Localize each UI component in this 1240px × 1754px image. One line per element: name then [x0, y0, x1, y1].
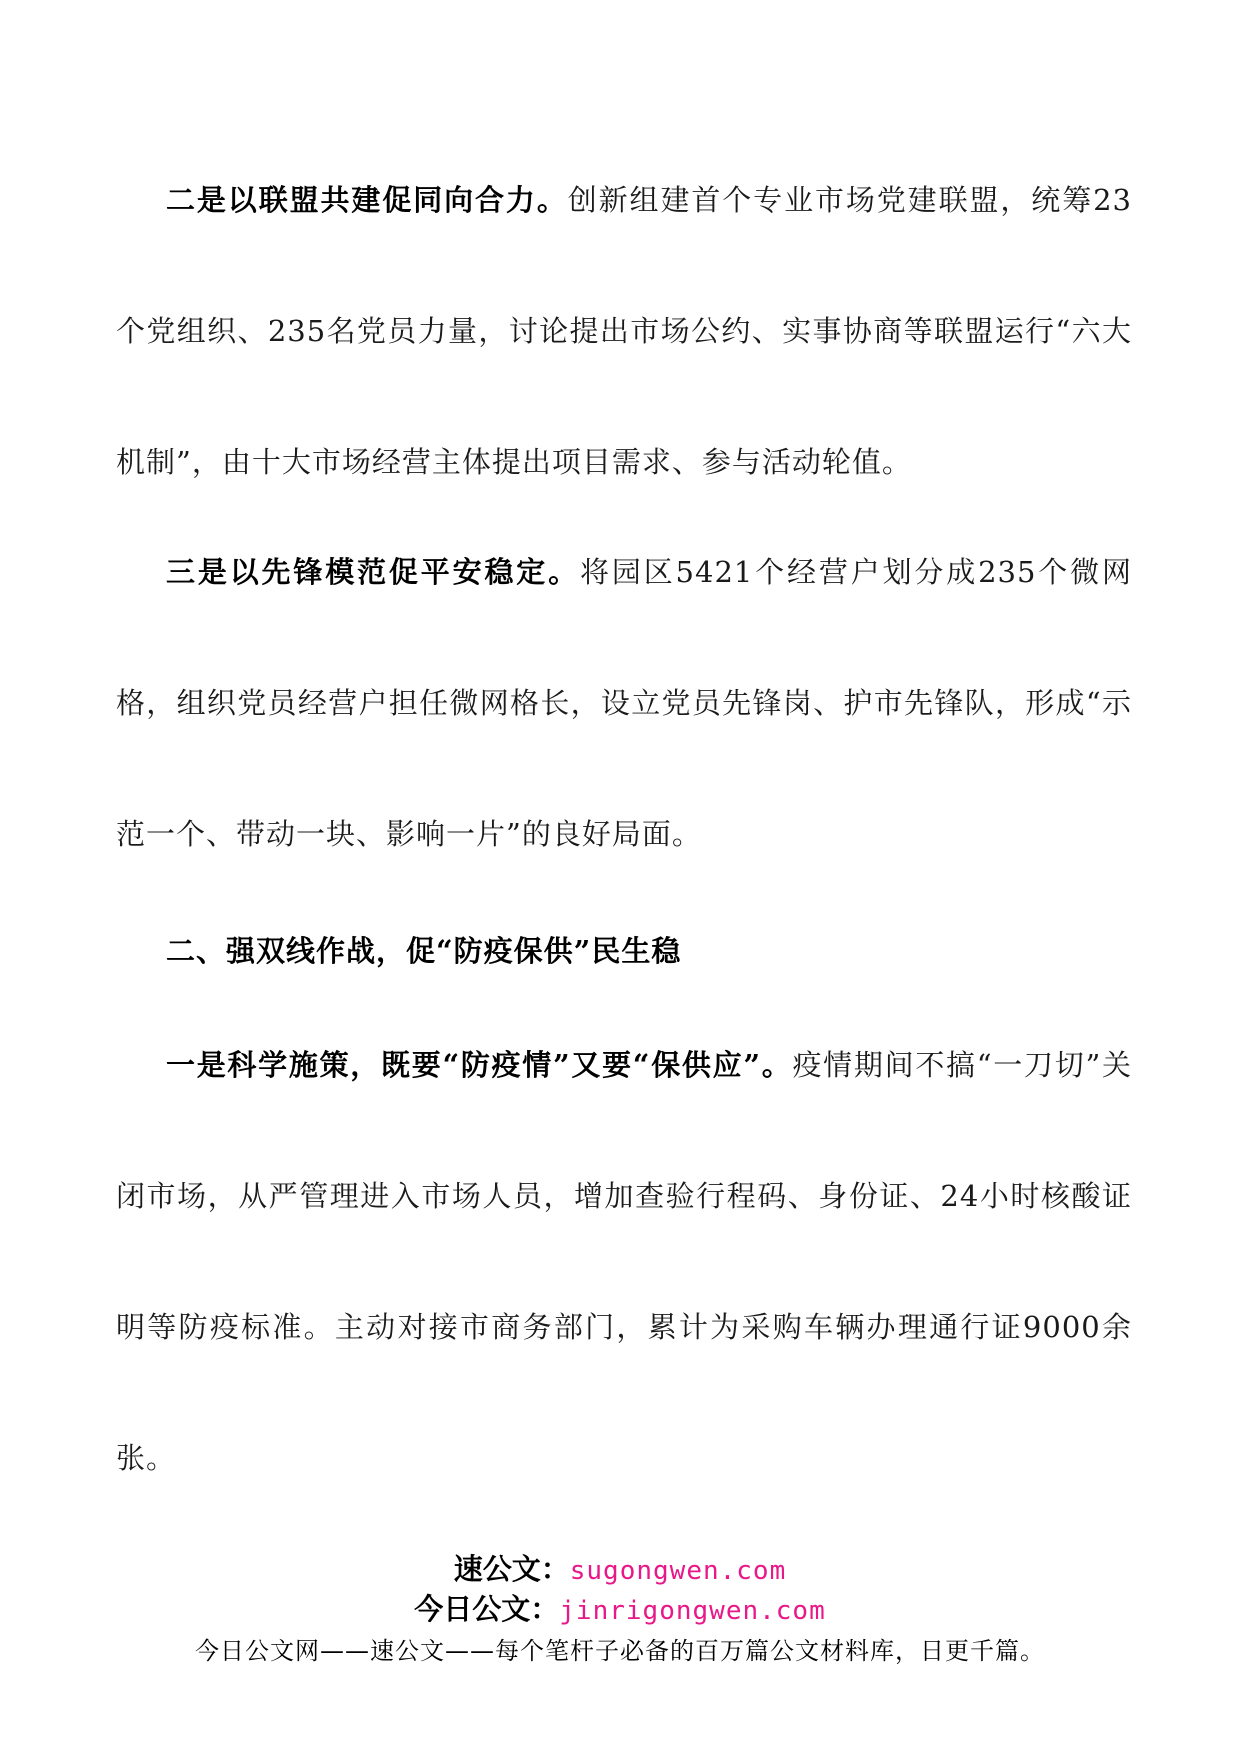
- footer-site-link[interactable]: sugongwen.com: [569, 1556, 787, 1586]
- paragraph-body: 疫情期间不搞“一刀切”关闭市场，从严管理进入市场人员，增加查验行程码、身份证、24小时核酸证明等防疫标准。主动对接市商务部门，累计为采购车辆办理通行证9000余张。: [116, 1048, 1132, 1475]
- footer-line-sugongwen: [0, 1547, 1240, 1588]
- section-heading: 二、强双线作战，促“防疫保供”民生稳: [166, 934, 682, 968]
- paragraph-vanguard: [116, 507, 1132, 900]
- paragraph-lead: 二是以联盟共建促同向合力。: [166, 183, 568, 217]
- paragraph-body: 创新组建首个专业市场党建联盟，统筹23个党组织、235名党员力量，讨论提出市场公约、实事协商等联盟运行“六大机制”，由十大市场经营主体提出项目需求、参与活动轮值。: [116, 183, 1132, 479]
- paragraph-lead: 三是以先锋模范促平安稳定。: [166, 555, 580, 589]
- paragraph-body: 将园区5421个经营户划分成235个微网格，组织党员经营户担任微网格长，设立党员先锋岗、护市先锋队，形成“示范一个、带动一块、影响一片”的良好局面。: [116, 555, 1132, 851]
- paragraph-alliance: [116, 135, 1132, 528]
- footer-tagline: 今日公文网——速公文——每个笔杆子必备的百万篇公文材料库，日更千篇。: [195, 1637, 1045, 1665]
- footer-line-jinrigongwen: [0, 1587, 1240, 1628]
- footer-label: 速公文：: [453, 1552, 570, 1586]
- paragraph-lead: 一是科学施策，既要“防疫情”又要“保供应”。: [166, 1048, 793, 1082]
- paragraph-epidemic: [116, 1000, 1132, 1524]
- footer-label: 今日公文：: [414, 1592, 560, 1626]
- footer-site-link[interactable]: jinrigongwen.com: [559, 1596, 826, 1626]
